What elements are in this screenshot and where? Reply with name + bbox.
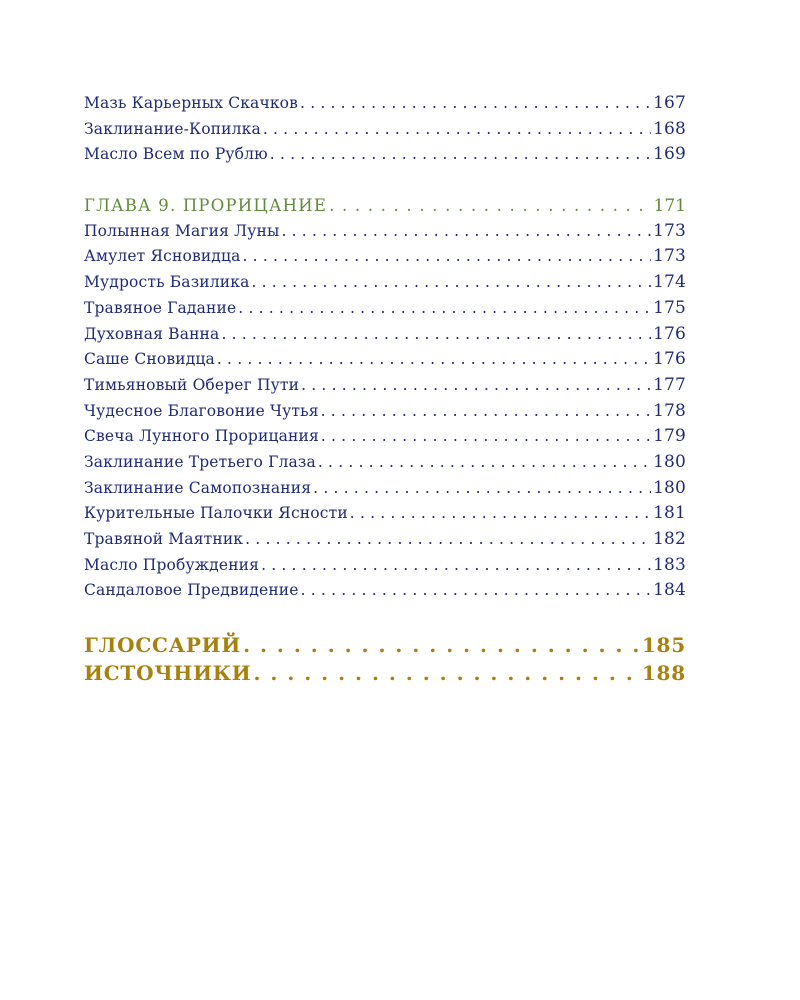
toc-entry[interactable]: [84, 476, 686, 502]
toc-entry-page: 184: [653, 580, 686, 601]
toc-entry-page: 179: [653, 426, 686, 447]
dot-leader: [281, 219, 651, 245]
dot-leader: [301, 373, 651, 399]
toc-entry-page: 173: [653, 246, 686, 267]
toc-entry-page: 178: [653, 400, 686, 421]
toc-entry-page: 177: [653, 374, 686, 395]
toc-section-glossary[interactable]: [84, 631, 686, 659]
toc-entry-title: Масло Всем по Рублю: [84, 145, 268, 164]
toc-entry-title: Чудесное Благовоние Чутья: [84, 401, 319, 420]
section-page: 185: [641, 633, 686, 658]
dot-leader: [243, 631, 640, 659]
dot-leader: [318, 450, 651, 476]
toc-entry-title: Свеча Лунного Прорицания: [84, 427, 319, 446]
toc-entry[interactable]: [84, 296, 686, 322]
toc-entry[interactable]: [84, 578, 686, 604]
dot-leader: [253, 659, 639, 687]
toc-entry[interactable]: [84, 399, 686, 425]
toc-entry-title: Заклинание Третьего Глаза: [84, 452, 316, 471]
toc-entry-title: Заклинание Самопознания: [84, 478, 312, 497]
toc-entry-page: 175: [653, 297, 686, 318]
toc-entry-page: 174: [653, 272, 686, 293]
toc-entry-page: 168: [653, 118, 686, 139]
toc-entry-title: Травяной Маятник: [84, 530, 244, 548]
toc-entry-title: Амулет Ясновидца: [84, 247, 241, 266]
dot-leader: [221, 322, 651, 348]
dot-leader: [261, 553, 651, 579]
toc-entry-page: 167: [653, 93, 686, 113]
toc-entry-title: Курительные Палочки Ясности: [84, 504, 348, 523]
toc-entry-page: 181: [653, 503, 686, 524]
toc-sections-group: [84, 631, 686, 687]
section-title: ИСТОЧНИКИ: [84, 661, 252, 686]
chapter-title: ГЛАВА 9. ПРОРИЦАНИЕ: [84, 196, 328, 216]
toc-entry-title: Тимьяновый Оберег Пути: [84, 375, 300, 394]
toc-entry-title: Масло Пробуждения: [84, 555, 260, 574]
table-of-contents: [84, 91, 686, 687]
toc-entry[interactable]: [84, 117, 686, 143]
toc-entry[interactable]: [84, 142, 686, 168]
toc-entry-title: Полынная Магия Луны: [84, 221, 280, 240]
toc-entry-page: 169: [653, 144, 686, 165]
toc-section-sources[interactable]: [84, 659, 686, 687]
toc-entry-page: 176: [653, 323, 686, 344]
dot-leader: [245, 527, 651, 553]
dot-leader: [350, 501, 651, 527]
toc-entry-page: 182: [653, 529, 686, 549]
toc-entry[interactable]: [84, 244, 686, 270]
toc-entry[interactable]: [84, 424, 686, 450]
dot-leader: [263, 117, 651, 143]
toc-entry[interactable]: [84, 373, 686, 399]
toc-entry-title: Мудрость Базилика: [84, 273, 250, 292]
toc-entry-title: Мазь Карьерных Скачков: [84, 94, 299, 112]
toc-entry-page: 173: [653, 220, 686, 241]
toc-entry[interactable]: [84, 322, 686, 348]
dot-leader: [270, 142, 651, 168]
toc-entry-page: 183: [653, 554, 686, 575]
dot-leader: [321, 424, 651, 450]
section-page: 188: [641, 661, 686, 686]
toc-entry-page: 180: [653, 477, 686, 498]
dot-leader: [251, 270, 651, 296]
toc-entry[interactable]: [84, 270, 686, 296]
toc-entry-title: Заклинание-Копилка: [84, 119, 261, 138]
toc-top-group: [84, 91, 686, 168]
dot-leader: [329, 193, 651, 219]
toc-entry-title: Саше Сновидца: [84, 350, 215, 369]
dot-leader: [217, 347, 651, 373]
toc-entry[interactable]: [84, 527, 686, 553]
toc-entry-page: 176: [653, 349, 686, 370]
toc-entry-title: Сандаловое Предвидение: [84, 581, 299, 600]
dot-leader: [301, 578, 651, 604]
dot-leader: [243, 244, 652, 270]
toc-entry[interactable]: [84, 219, 686, 245]
toc-entry-title: Духовная Ванна: [84, 324, 220, 343]
dot-leader: [300, 91, 651, 117]
section-title: ГЛОССАРИЙ: [84, 633, 242, 658]
toc-entry[interactable]: [84, 553, 686, 579]
toc-entry[interactable]: [84, 347, 686, 373]
dot-leader: [313, 476, 651, 502]
toc-chapter-group: [84, 219, 686, 604]
dot-leader: [321, 399, 651, 425]
toc-entry[interactable]: [84, 91, 686, 117]
dot-leader: [238, 296, 651, 322]
toc-entry-page: 180: [653, 451, 686, 472]
chapter-page: 171: [653, 196, 686, 217]
toc-chapter-heading[interactable]: [84, 193, 686, 219]
toc-entry-title: Травяное Гадание: [84, 298, 237, 317]
toc-entry[interactable]: [84, 450, 686, 476]
toc-entry[interactable]: [84, 501, 686, 527]
